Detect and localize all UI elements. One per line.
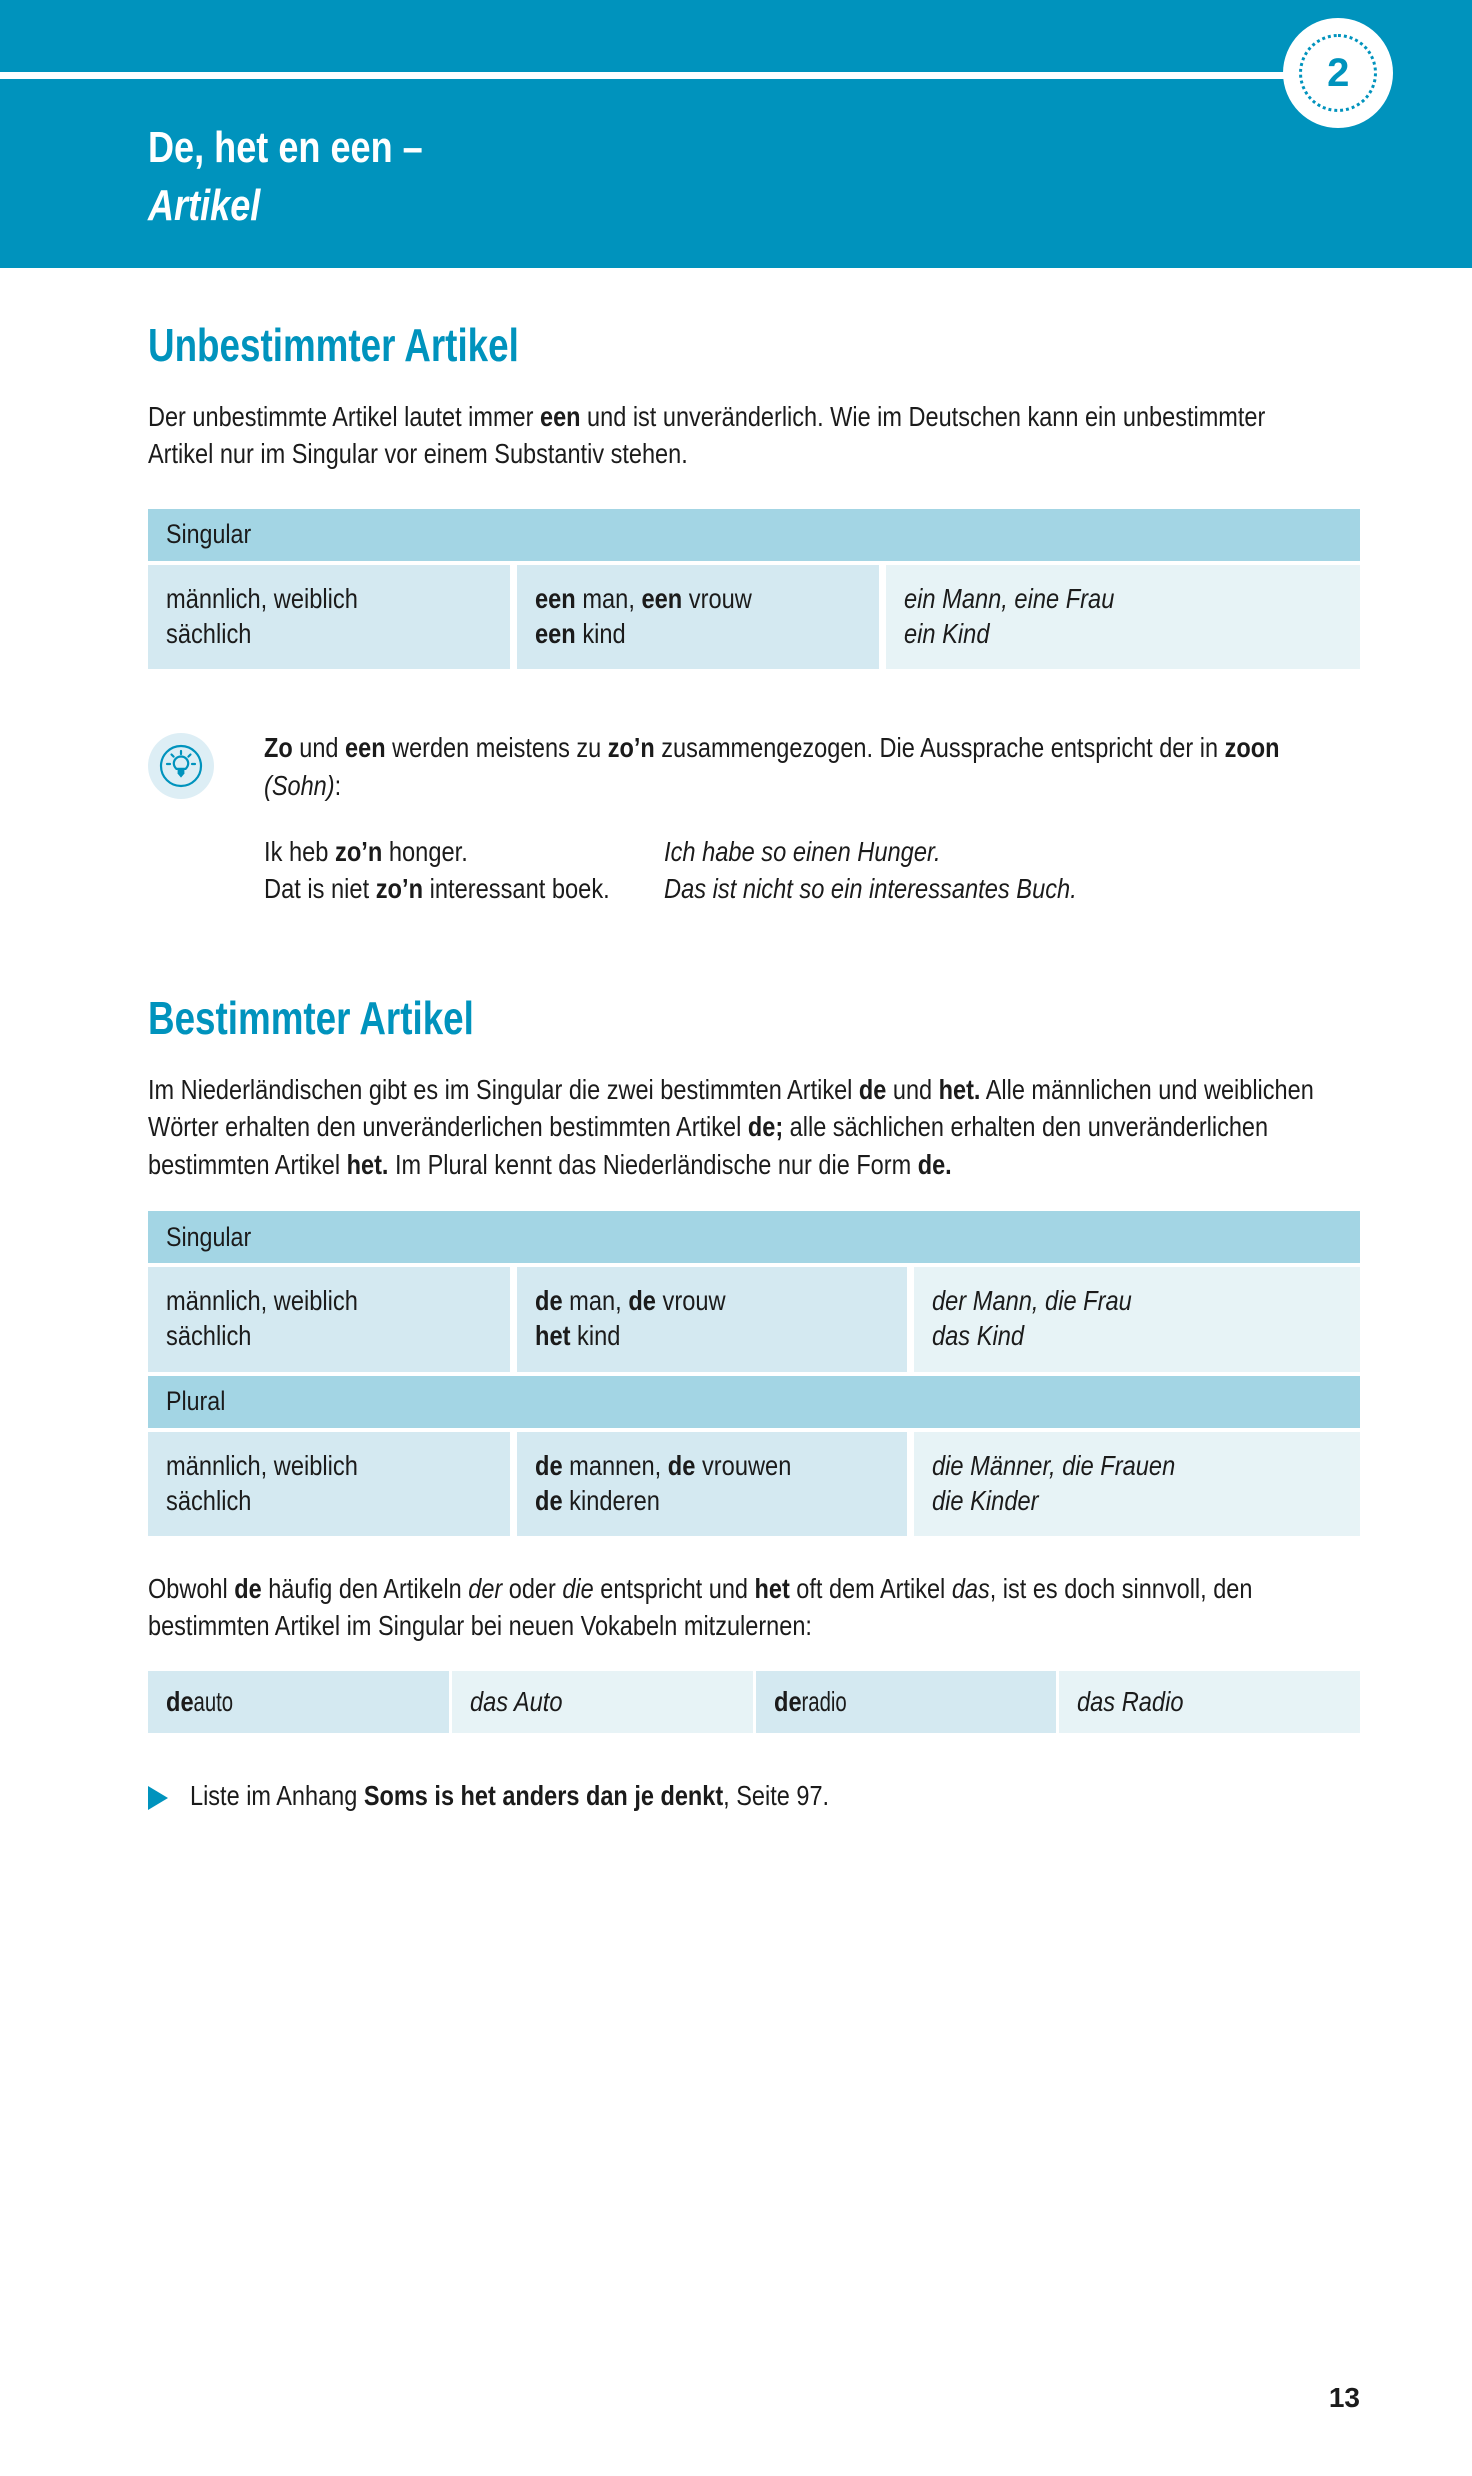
table2-sg-german-column: [914, 1267, 1360, 1371]
section2-outro-paragraph: [148, 1570, 1338, 1645]
table1-german-column: [886, 565, 1360, 669]
vocab0-rest: auto: [193, 1685, 234, 1717]
section1-intro-paragraph: [148, 398, 1328, 473]
table2-pl-german-0: die Männer, die Frauen: [932, 1449, 1176, 1481]
table1-dutch-0-bold1: een: [535, 582, 576, 614]
tip-example-nl-0: [264, 834, 663, 871]
t2sg0b2: de: [628, 1285, 656, 1317]
vocab-cell-2: [756, 1671, 1057, 1733]
lightbulb-icon-svg: [158, 743, 204, 789]
table2-pl-dutch-1: [535, 1483, 839, 1518]
tip-examples-dutch: [264, 834, 664, 907]
table2-pl-dutch-0: [535, 1448, 839, 1483]
tip-text-b: und: [292, 732, 346, 764]
tip-text-d: werden meistens zu: [385, 732, 608, 764]
t2pl0b1: de: [535, 1449, 563, 1481]
t2pl1r1: kinderen: [562, 1484, 660, 1516]
page-title: [148, 123, 423, 230]
s2-out-it-der: der: [468, 1572, 503, 1604]
s2-out-it-die: die: [562, 1572, 594, 1604]
section2-intro-paragraph: [148, 1071, 1328, 1183]
t2pl0r1: mannen,: [562, 1449, 668, 1481]
table1-gender-0: männlich, weiblich: [166, 582, 358, 614]
t2sg0b1: de: [535, 1285, 563, 1317]
tip-ex1-c: interessant boek.: [423, 872, 610, 904]
s2-out-a: Obwohl: [148, 1572, 235, 1604]
table1-body-row: [148, 565, 1360, 669]
table2-pl-gender-column: [148, 1432, 510, 1536]
t2sg0r1: man,: [562, 1285, 629, 1317]
table1-dutch-0-bold2: een: [641, 582, 683, 614]
table1-dutch-1: [535, 616, 815, 651]
table2-sg-gender-0: männlich, weiblich: [166, 1285, 358, 1317]
lightbulb-icon: [148, 733, 214, 799]
s2-intro-bold-het: het.: [938, 1074, 981, 1106]
intro-bold-een: een: [540, 401, 581, 432]
xref-bold-title: Soms is het anders dan je denkt: [363, 1779, 724, 1811]
page-content: [0, 268, 1472, 1814]
t2sg1b1: het: [535, 1320, 571, 1352]
table1-gender-column: [148, 565, 510, 669]
tip-ex0-c: honger.: [382, 835, 468, 867]
vocab-table: [148, 1671, 1360, 1733]
s2-out-i: oft dem Artikel: [789, 1572, 952, 1604]
s2-out-g: entspricht und: [593, 1572, 755, 1604]
table2-pl-german-column: [914, 1432, 1360, 1536]
s2-intro-g: alle sächlichen erhalten den unveränderlichen bestimmten Artikel: [148, 1111, 1269, 1180]
tip-examples: [264, 834, 1360, 907]
tip-ex0-a: Ik heb: [264, 835, 336, 867]
s2-out-it-das: das: [951, 1572, 990, 1604]
s2-out-c: häufig den Artikeln: [261, 1572, 469, 1604]
vocab2-rest: radio: [801, 1685, 847, 1717]
intro-text-c: und ist unveränderlich. Wie im Deutschen kann ein unbestimmter Artikel nur im Singular vor einem Substantiv stehen.: [148, 401, 1266, 470]
table2-header-singular-label: Singular: [166, 1221, 252, 1252]
table2-plural-row: [148, 1432, 1360, 1536]
tip-ex1-b: zo’n: [375, 872, 424, 904]
vocab-cell-1: [452, 1671, 753, 1733]
table2-header-singular: [148, 1211, 1360, 1263]
s2-intro-i: Im Plural kennt das Niederländische nur die Form: [388, 1148, 918, 1180]
cross-reference-text: [190, 1777, 1190, 1814]
table1-german-1: ein Kind: [904, 617, 990, 649]
table2-sg-german-0: der Mann, die Frau: [932, 1285, 1132, 1317]
vocab-cell-0-text: [166, 1686, 240, 1718]
chapter-badge: [1283, 18, 1393, 128]
s2-out-e: oder: [502, 1572, 563, 1604]
table1-dutch-column: [517, 565, 879, 669]
table1-dutch-0-rest2: vrouw: [682, 582, 752, 614]
table2-pl-gender-0: männlich, weiblich: [166, 1449, 358, 1481]
table1-dutch-0: [535, 581, 815, 616]
page-title-line2: Artikel: [148, 181, 261, 230]
table2-pl-gender-1: sächlich: [166, 1484, 252, 1516]
header-rule: [0, 72, 1294, 79]
s2-intro-bold-de3: de.: [917, 1148, 952, 1180]
table2-sg-dutch-0: [535, 1283, 839, 1318]
s2-out-k: , ist es doch sinnvoll, den bestimmten Artikel im Singular bei neuen Vokabeln mitzulernen:: [148, 1572, 1253, 1642]
table2-header-plural: [148, 1376, 1360, 1428]
table2-sg-dutch-1: [535, 1318, 839, 1353]
xref-a: Liste im Anhang: [190, 1779, 364, 1811]
chapter-number: 2: [1327, 51, 1349, 95]
table1-dutch-1-rest1: kind: [575, 617, 626, 649]
table2-sg-dutch-column: [517, 1267, 907, 1371]
tip-bold-een: een: [345, 732, 386, 764]
s2-intro-bold-het2: het.: [346, 1148, 389, 1180]
tip-ex1-a: Dat is niet: [264, 872, 376, 904]
table1-gender-1: sächlich: [166, 617, 252, 649]
table-unbestimmter-artikel: [148, 509, 1360, 669]
page-title-line1: De, het en een –: [148, 123, 423, 172]
table1-header-singular: [148, 509, 1360, 561]
tip-italic-sohn: (Sohn): [264, 769, 335, 801]
table2-sg-german-1: das Kind: [932, 1320, 1025, 1352]
triangle-right-icon: [148, 1786, 168, 1810]
table2-pl-dutch-column: [517, 1432, 907, 1536]
table1-header-label: Singular: [166, 519, 252, 550]
vocab-cell-3: [1059, 1671, 1360, 1733]
tip-example-nl-1: [264, 871, 663, 908]
section-heading-bestimmter-artikel: Bestimmter Artikel: [148, 992, 474, 1045]
t2pl0r2: vrouwen: [695, 1449, 792, 1481]
table2-sg-gender-column: [148, 1267, 510, 1371]
s2-intro-e: Alle männlichen und weiblichen Wörter erhalten den unveränderlichen bestimmten Artikel: [148, 1074, 1314, 1143]
section-heading-unbestimmter-artikel: Unbestimmter Artikel: [148, 319, 519, 371]
tip-text-i: :: [334, 769, 342, 801]
t2sg0r2: vrouw: [655, 1285, 726, 1317]
t2sg1r1: kind: [570, 1320, 621, 1352]
table1-dutch-1-bold1: een: [535, 617, 576, 649]
table2-singular-row: [148, 1267, 1360, 1371]
tip-example-de-1: Das ist nicht so ein interessantes Buch.: [664, 872, 1077, 904]
tip-bold-zon: zo’n: [607, 732, 655, 764]
s2-intro-bold-de2: de;: [747, 1111, 784, 1143]
table2-sg-gender-1: sächlich: [166, 1320, 252, 1352]
table1-german-0: ein Mann, eine Frau: [904, 582, 1115, 614]
vocab2-bold: de: [773, 1685, 802, 1717]
table-bestimmter-artikel: [148, 1211, 1360, 1536]
tip-bold-zo: Zo: [264, 732, 293, 764]
vocab-cell-3-text: das Radio: [1077, 1685, 1184, 1717]
vocab0-bold: de: [166, 1685, 194, 1717]
tip-box-paragraph: [264, 729, 1360, 804]
s2-out-bold-het: het: [754, 1572, 790, 1604]
table1-dutch-0-rest1: man,: [575, 582, 642, 614]
t2pl0b2: de: [667, 1449, 696, 1481]
table2-pl-german-1: die Kinder: [932, 1484, 1039, 1516]
tip-example-de-0: Ich habe so einen Hunger.: [664, 835, 941, 867]
vocab-cell-0: [148, 1671, 449, 1733]
tip-text-f: zusammengezogen. Die Aussprache entspricht der in: [654, 732, 1225, 764]
tip-box-body: [264, 729, 1360, 907]
s2-intro-c: und: [886, 1074, 939, 1106]
table2-header-plural-label: Plural: [166, 1386, 226, 1417]
vocab-cell-1-text: das Auto: [469, 1685, 563, 1717]
s2-intro-a: Im Niederländischen gibt es im Singular die zwei bestimmten Artikel: [148, 1074, 859, 1106]
xref-c: , Seite 97.: [723, 1779, 830, 1811]
intro-text-a: Der unbestimmte Artikel lautet immer: [148, 401, 541, 432]
tip-ex0-b: zo’n: [335, 835, 383, 867]
chapter-header-banner: [0, 0, 1472, 268]
s2-intro-bold-de: de: [858, 1074, 887, 1106]
vocab-cell-2-text: [774, 1686, 854, 1718]
tip-box: [148, 729, 1360, 907]
page-number: 13: [1328, 2382, 1360, 2413]
cross-reference[interactable]: [148, 1777, 1360, 1814]
s2-out-bold-de: de: [234, 1572, 262, 1604]
tip-bold-zoon: zoon: [1224, 732, 1280, 764]
t2pl1b1: de: [535, 1484, 563, 1516]
tip-examples-german: [664, 834, 1360, 907]
